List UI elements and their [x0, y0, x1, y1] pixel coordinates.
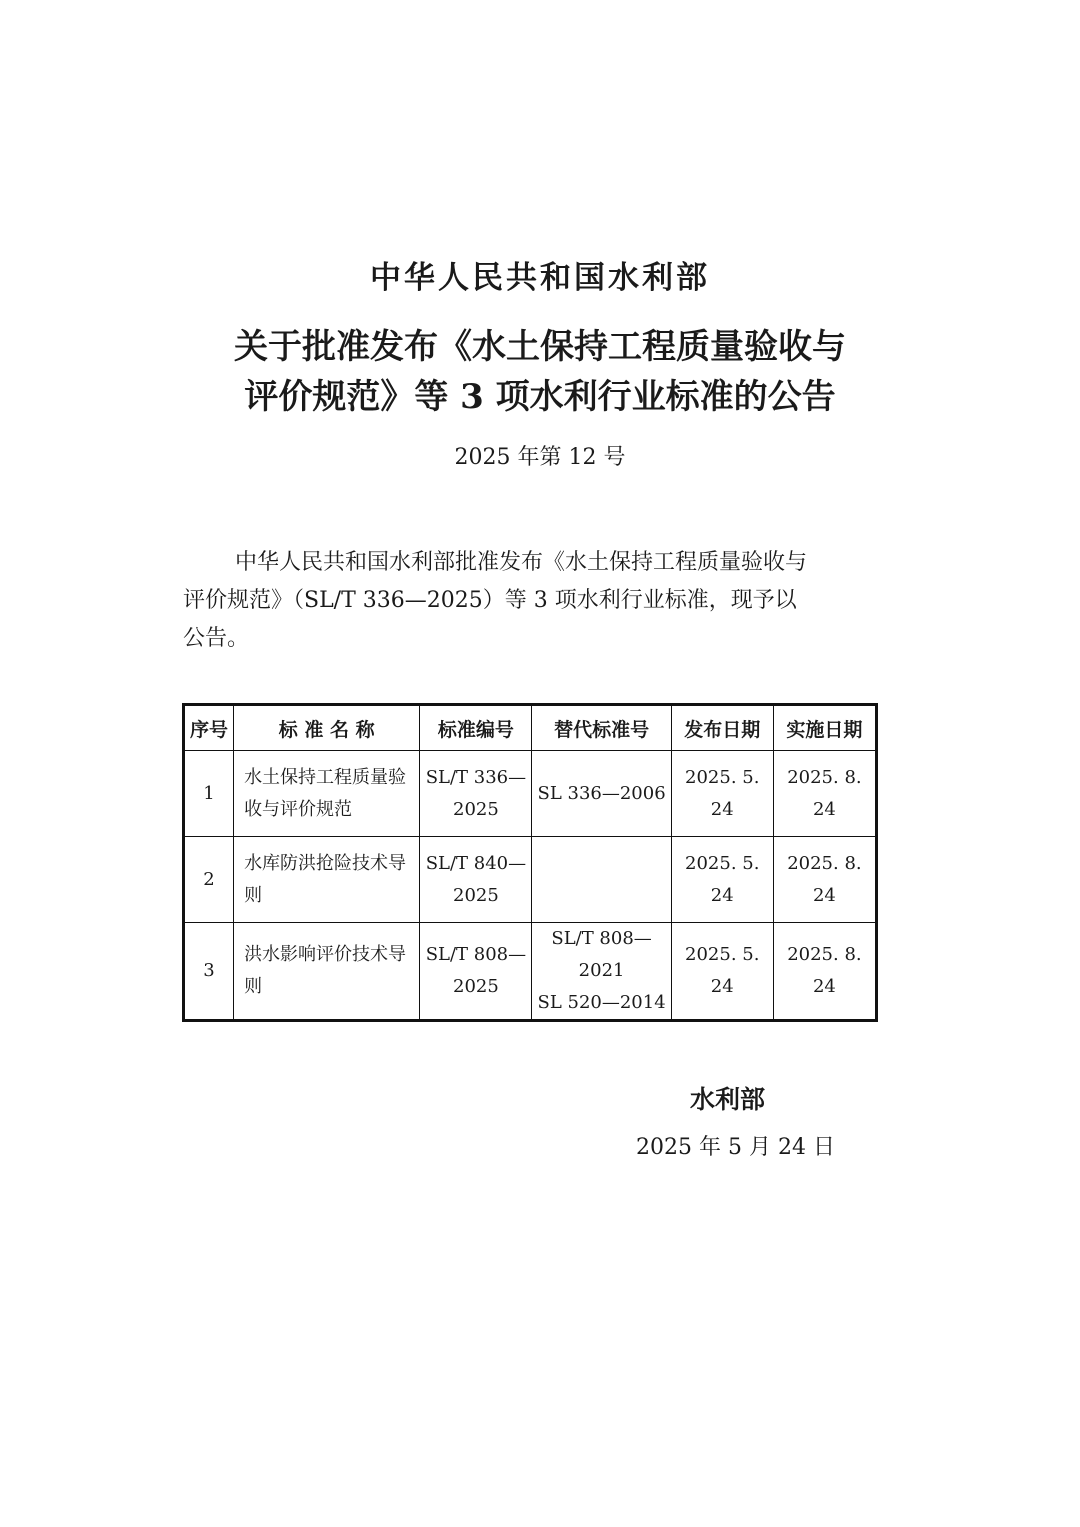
cell-publish-date: 2025. 5. 24: [671, 837, 773, 923]
cell-standard-code: [420, 751, 532, 837]
header-replaced-standard: 替代标准号: [532, 705, 671, 751]
cell-replaced-standard: [532, 923, 671, 1021]
cell-effective-date: 2025. 8. 24: [773, 923, 876, 1021]
replaced-line: SL 336—2006: [537, 782, 666, 804]
table-header-row: [184, 705, 877, 751]
cell-publish-date: 2025. 5. 24: [671, 751, 773, 837]
code-line: SL/T 808—: [425, 944, 527, 965]
table-row: [184, 923, 877, 1021]
body-line-1: 中华人民共和国水利部批准发布《水土保持工程质量验收与: [235, 550, 808, 575]
code-line: 2025: [453, 976, 499, 997]
header-serial: 序号: [184, 705, 234, 751]
cell-effective-date: 2025. 8. 24: [773, 751, 876, 837]
title-line-1: 关于批准发布《水土保持工程质量验收与: [234, 327, 846, 367]
cell-serial: 2: [184, 837, 234, 923]
header-effective-date: 实施日期: [773, 705, 876, 751]
announcement-title: [0, 322, 1080, 422]
replaced-line: SL 520—2014: [537, 992, 666, 1013]
header-standard-name: 标 准 名 称: [234, 705, 420, 751]
cell-effective-date: 2025. 8. 24: [773, 837, 876, 923]
signer: 水利部: [690, 1085, 766, 1114]
cell-replaced-standard: [532, 751, 671, 837]
signature-date: 2025 年 5 月 24 日: [636, 1135, 835, 1160]
document-number: 2025 年第 12 号: [454, 445, 626, 470]
code-line: 2025: [453, 884, 499, 906]
announcement-body: [183, 544, 877, 658]
cell-standard-code: [420, 923, 532, 1021]
cell-replaced-standard: [532, 837, 671, 923]
table-row: [184, 837, 877, 923]
title-line-2: 评价规范》等 3 项水利行业标准的公告: [244, 377, 836, 417]
code-line: 2025: [453, 798, 499, 820]
cell-publish-date: 2025. 5. 24: [671, 923, 773, 1021]
cell-serial: 1: [184, 751, 234, 837]
header-publish-date: 发布日期: [671, 705, 773, 751]
table-row: [184, 751, 877, 837]
cell-standard-name: 水库防洪抢险技术导则: [234, 837, 420, 923]
replaced-line: SL/T 808—2021: [551, 928, 652, 981]
standards-table: [182, 703, 878, 1022]
cell-standard-name: 洪水影响评价技术导则: [234, 923, 420, 1021]
body-line-3: 公告。: [183, 626, 250, 651]
code-line: SL/T 336—: [425, 766, 527, 788]
code-line: SL/T 840—: [425, 852, 527, 874]
header-standard-code: 标准编号: [420, 705, 532, 751]
issuer-heading: 中华人民共和国水利部: [370, 260, 710, 296]
cell-standard-code: [420, 837, 532, 923]
cell-serial: 3: [184, 923, 234, 1021]
cell-standard-name: 水土保持工程质量验收与评价规范: [234, 751, 420, 837]
body-line-2: 评价规范》（SL/T 336—2025）等 3 项水利行业标准，现予以: [183, 588, 797, 613]
